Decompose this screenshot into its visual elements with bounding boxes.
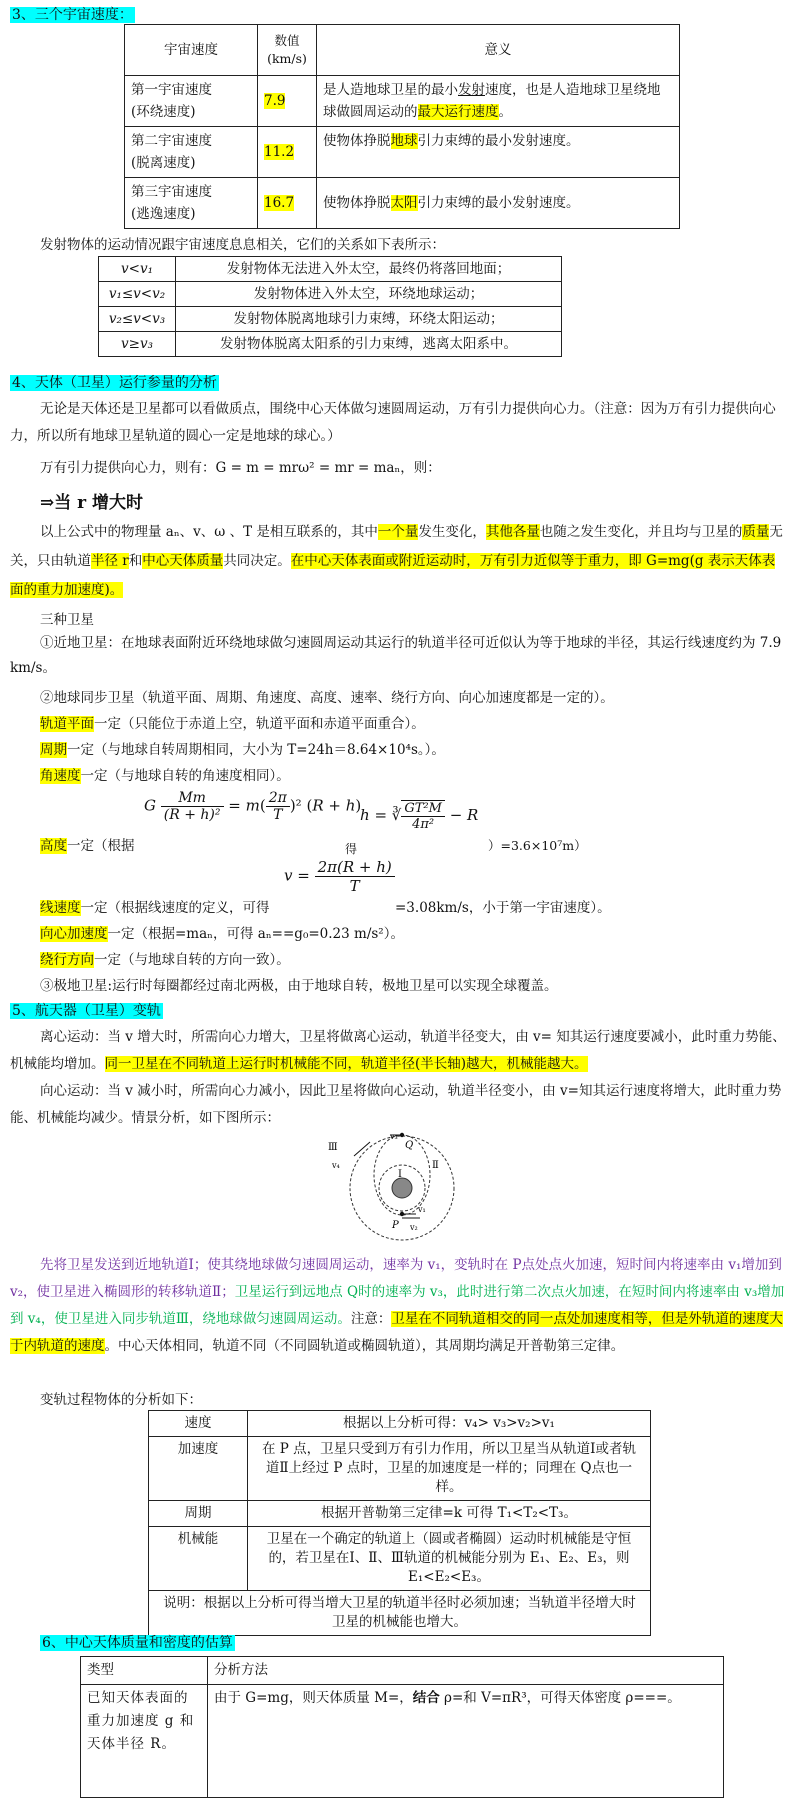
text: 以上公式中的物理量 aₙ、v、ω 、T 是相互联系的，其中 [40, 524, 378, 540]
height-de: 得 [345, 842, 358, 856]
table-row [99, 257, 562, 282]
header-method: 分析方法 [208, 1657, 724, 1685]
table-row [149, 1527, 651, 1591]
speed-name: 第一宇宙速度 [131, 82, 212, 98]
cosmic-velocity-table [124, 24, 680, 229]
near-earth-satellite: ①近地卫星：在地球表面附近环绕地球做匀速圆周运动其运行的轨道半径可近似认为等于地球的半径，其运行线速度约为 7.9 km/s。 [10, 635, 782, 676]
speed-alias: (环绕速度) [131, 104, 196, 120]
highlight: 一个量 [377, 524, 419, 540]
text: ρ=和 V=πR³，可得天体密度 ρ===。 [439, 1690, 681, 1706]
table-row [125, 76, 680, 127]
centripetal-acc-line [40, 922, 404, 942]
section-4-title: 4、天体（卫星）运行参量的分析 [12, 375, 217, 391]
transfer-table-intro: 变轨过程物体的分析如下： [40, 1392, 202, 1408]
meaning-text: 。 [498, 104, 512, 120]
meaning-highlight: 地球 [390, 133, 418, 149]
meaning-highlight: 太阳 [390, 195, 418, 211]
text: 无关，只由轨道 [10, 524, 783, 569]
row-key: 速度 [149, 1411, 248, 1437]
text: 也随之发生变化，并且均与卫星的 [539, 524, 743, 540]
highlight: 质量 [742, 524, 770, 540]
highlight: 周期 [40, 742, 67, 758]
text: 一定（与地球自转的方向一致）。 [94, 952, 290, 968]
speed-value: 16.7 [264, 195, 295, 211]
meaning-text: 使物体挣脱 [323, 195, 391, 211]
label-v3: v₃ [390, 1132, 398, 1141]
header-value-label: 数值 [274, 33, 300, 48]
label-v4: v₄ [332, 1161, 340, 1170]
row-value [258, 178, 317, 229]
text: 发生变化， [418, 524, 486, 540]
highlight: 向心加速度 [40, 926, 108, 942]
row-value: 根据开普勒第三定律=k 可得 T₁<T₂<T₃。 [248, 1501, 651, 1527]
relation-description: 发射物体无法进入外太空，最终仍将落回地面； [176, 257, 562, 282]
meaning-text: 使物体挣脱 [323, 133, 391, 149]
highlight: 卫星在不同轨道相交的同一点处加速度相等，但是外轨道的速度大于内轨道的速度 [10, 1311, 783, 1354]
subheading-r-increase: ⇒当 r 增大时 [40, 493, 144, 513]
centripetal-paragraph: 向心运动：当 v 减小时，所需向心力减小，因此卫星将做向心运动，轨道半径变小，由 v=知其运行速度将增大，此时重力势能、机械能均减少。情景分析，如下图所示： [10, 1083, 782, 1126]
purple-text: 先将卫星发送到近地轨道Ⅰ；使其绕地球做匀速圆周运动，速率为 v₁，变轨时在 P点处点火加速，短时间内将速率由 v₁增加到 v₂，使卫星进入椭圆形的转移轨道Ⅱ； [10, 1257, 782, 1300]
text: 一定（根据 [67, 838, 135, 854]
table-row [149, 1591, 651, 1636]
mass-density-table [80, 1656, 724, 1798]
paragraph-intro: 无论是天体还是卫星都可以看做质点，围绕中心天体做匀速圆周运动，万有引力提供向心力。（注意：因为万有引力提供向心力，所以所有地球卫星轨道的圆心一定是地球的球心。） [10, 401, 776, 444]
highlight: 其他各量 [485, 524, 540, 540]
section-5-title: 5、航天器（卫星）变轨 [12, 1003, 161, 1019]
section-3-title: 3、三个宇宙速度： [12, 7, 133, 23]
header-speed: 宇宙速度 [125, 25, 258, 76]
row-meaning [317, 127, 680, 178]
row-meaning [317, 76, 680, 127]
row-meaning [317, 178, 680, 229]
type-cell: 已知天体表面的重力加速度 g 和天体半径 R。 [81, 1685, 208, 1798]
meaning-text: 速度，也是人造地球卫星绕地球做圆周运动的 [323, 82, 661, 120]
row-key: 加速度 [149, 1437, 248, 1501]
table-row [99, 282, 562, 307]
relation-condition: v<v₁ [99, 257, 176, 282]
row-value [258, 127, 317, 178]
speed-alias: (逃逸速度) [131, 206, 196, 222]
text: 一定（只能位于赤道上空，轨道平面和赤道平面重合）。 [94, 716, 425, 732]
highlight: 轨道平面 [40, 716, 94, 732]
speed-value: 7.9 [264, 93, 286, 109]
row-value: 在 P 点，卫星只受到万有引力作用，所以卫星当从轨道Ⅰ或者轨道Ⅱ上经过 P 点时，卫星的加速度是一样的；同理在 Q点也一样。 [248, 1437, 651, 1501]
label-v2: v₂ [410, 1223, 418, 1232]
highlight: 角速度 [40, 768, 81, 784]
meaning-underline: 发射 [458, 82, 485, 98]
orbit-plane-line [40, 712, 425, 732]
label-III: Ⅲ [328, 1142, 338, 1153]
formula-line: 万有引力提供向心力，则有：G = m = mrω² = mr = maₙ，则： [40, 460, 441, 476]
highlight: 中心天体质量 [142, 553, 224, 569]
highlight: 线速度 [40, 900, 81, 916]
row-name [125, 127, 258, 178]
table-row [81, 1685, 724, 1798]
row-value [258, 76, 317, 127]
green-text: 卫星运行到远地点 Q时的速率为 v₃，此时进行第二次点火加速，在短时间内将速率由 v₃增加到 v₄，使卫星进入同步轨道Ⅲ，绕地球做匀速圆周运动。 [10, 1284, 785, 1327]
text: 由于 G=mg，则天体质量 M=， [214, 1690, 413, 1706]
label-Q: Q [405, 1140, 414, 1151]
speed-alias: (脱离速度) [131, 155, 196, 171]
row-name [125, 178, 258, 229]
label-I: Ⅰ [398, 1169, 402, 1180]
highlight: 半径 r [91, 553, 129, 569]
meaning-highlight: 最大运行速度 [417, 104, 499, 120]
relation-condition: v≥v₃ [99, 332, 176, 357]
table-header-row [125, 25, 680, 76]
relation-condition: v₂≤v<v₃ [99, 307, 176, 332]
highlight: 绕行方向 [40, 952, 94, 968]
height-line [40, 834, 135, 854]
header-meaning: 意义 [317, 25, 680, 76]
text: 一定（与地球自转周期相同，大小为 T=24h＝8.64×10⁴s。）。 [67, 742, 445, 758]
speed-name: 第二宇宙速度 [131, 133, 212, 149]
text: 。中心天体相同，轨道不同（不同圆轨道或椭圆轨道），其周期均满足开普勒第三定律。 [104, 1338, 625, 1354]
period-line [40, 738, 445, 758]
table-header-row [81, 1657, 724, 1685]
orbit-transfer-table [148, 1410, 651, 1636]
text: 注意： [350, 1311, 392, 1327]
orbit-II [374, 1135, 430, 1215]
meaning-text: 是人造地球卫星的最小 [323, 82, 458, 98]
header-type: 类型 [81, 1657, 208, 1685]
row-key: 机械能 [149, 1527, 248, 1591]
text: 和 [128, 553, 143, 569]
relation-description: 发射物体脱离太阳系的引力束缚，逃离太阳系中。 [176, 332, 562, 357]
table-row [99, 332, 562, 357]
linear-velocity-line [40, 896, 270, 916]
transfer-paragraph [10, 1252, 788, 1360]
highlight: 在中心天体表面或附近运动时，万有引力近似等于重力，即 G=mg(g 表示天体表面的重力加速度)。 [10, 553, 776, 598]
relation-intro: 发射物体的运动情况跟宇宙速度息息相关，它们的关系如下表所示： [40, 237, 445, 253]
table-row [149, 1437, 651, 1501]
relation-condition: v₁≤v<v₂ [99, 282, 176, 307]
method-cell [208, 1685, 724, 1798]
orbit-direction-line [40, 948, 290, 968]
earth-icon [392, 1178, 412, 1198]
highlight: 同一卫星在不同轨道上运行时机械能不同，轨道半径(半长轴)越大，机械能越大。 [104, 1056, 588, 1072]
row-key: 周期 [149, 1501, 248, 1527]
centrifugal-paragraph [10, 1024, 788, 1078]
bold-text: 结合 [412, 1690, 440, 1706]
paragraph-parameters [10, 518, 788, 605]
text: 离心运动：当 v 增大时，所需向心力增大，卫星将做离心运动，轨道半径变大，由 v= 知其运行速度要减小，此时重力势能、机械能均增加。 [10, 1029, 786, 1072]
height-value: ）=3.6×10⁷m） [488, 838, 587, 853]
height-solution-formula: h = ∛ $\frac{\text{GT²M}}{\text{4π²}}$ − R [360, 801, 479, 832]
label-P: P [392, 1220, 399, 1231]
header-value-unit: (km/s) [267, 51, 307, 66]
geo-satellite: ②地球同步卫星（轨道平面、周期、角速度、高度、速率、绕行方向、向心加速度都是一定的）。 [40, 690, 614, 706]
relation-description: 发射物体脱离地球引力束缚，环绕太阳运动； [176, 307, 562, 332]
relation-description: 发射物体进入外太空，环绕地球运动； [176, 282, 562, 307]
polar-satellite: ③极地卫星:运行时每圈都经过南北两极，由于地球自转，极地卫星可以实现全球覆盖。 [40, 978, 558, 994]
row-name [125, 76, 258, 127]
row-value: 根据以上分析可得：v₄> v₃>v₂>v₁ [248, 1411, 651, 1437]
three-satellites-title: 三种卫星 [40, 612, 94, 628]
table-row [125, 127, 680, 178]
linear-velocity-value: =3.08km/s，小于第一宇宙速度）。 [395, 900, 611, 916]
meaning-text: 引力束缚的最小发射速度。 [417, 195, 580, 211]
label-II: Ⅱ [432, 1160, 439, 1171]
launch-relation-table [98, 256, 562, 357]
header-value [258, 25, 317, 76]
table-row [99, 307, 562, 332]
speed-name: 第三宇宙速度 [131, 184, 212, 200]
angular-velocity-line [40, 764, 290, 784]
label-v1: v₁ [418, 1205, 426, 1214]
section-6-title: 6、中心天体质量和密度的估算 [42, 1635, 233, 1651]
text: 一定（根据线速度的定义，可得 [80, 900, 270, 916]
table-note: 说明：根据以上分析可得当增大卫星的轨道半径时必须加速；当轨道半径增大时卫星的机械能也增大。 [149, 1591, 651, 1636]
velocity-formula: v = $\frac{2\pi(R + h)}{T}$ [284, 858, 395, 895]
row-value: 卫星在一个确定的轨道上（圆或者椭圆）运动时机械能是守恒的，若卫星在Ⅰ、Ⅱ、Ⅲ轨道的机械能分别为 E₁、E₂、E₃，则 E₁<E₂<E₃。 [248, 1527, 651, 1591]
highlight: 高度 [40, 838, 67, 854]
speed-value: 11.2 [264, 144, 295, 160]
table-row [149, 1411, 651, 1437]
table-row [125, 178, 680, 229]
table-row [149, 1501, 651, 1527]
text: 共同决定。 [223, 553, 291, 569]
text: 一定（与地球自转的角速度相同）。 [80, 768, 290, 784]
text: 一定（根据=maₙ，可得 aₙ==g₀=0.23 m/s²）。 [107, 926, 404, 942]
height-formula: G $\frac{Mm}{\text{(R + h)²}}$ = m( $\frac{2\pi}{T}$ )² (R + h) [144, 790, 362, 823]
orbit-transfer-diagram [320, 1130, 480, 1244]
meaning-text: 引力束缚的最小发射速度。 [417, 133, 580, 149]
